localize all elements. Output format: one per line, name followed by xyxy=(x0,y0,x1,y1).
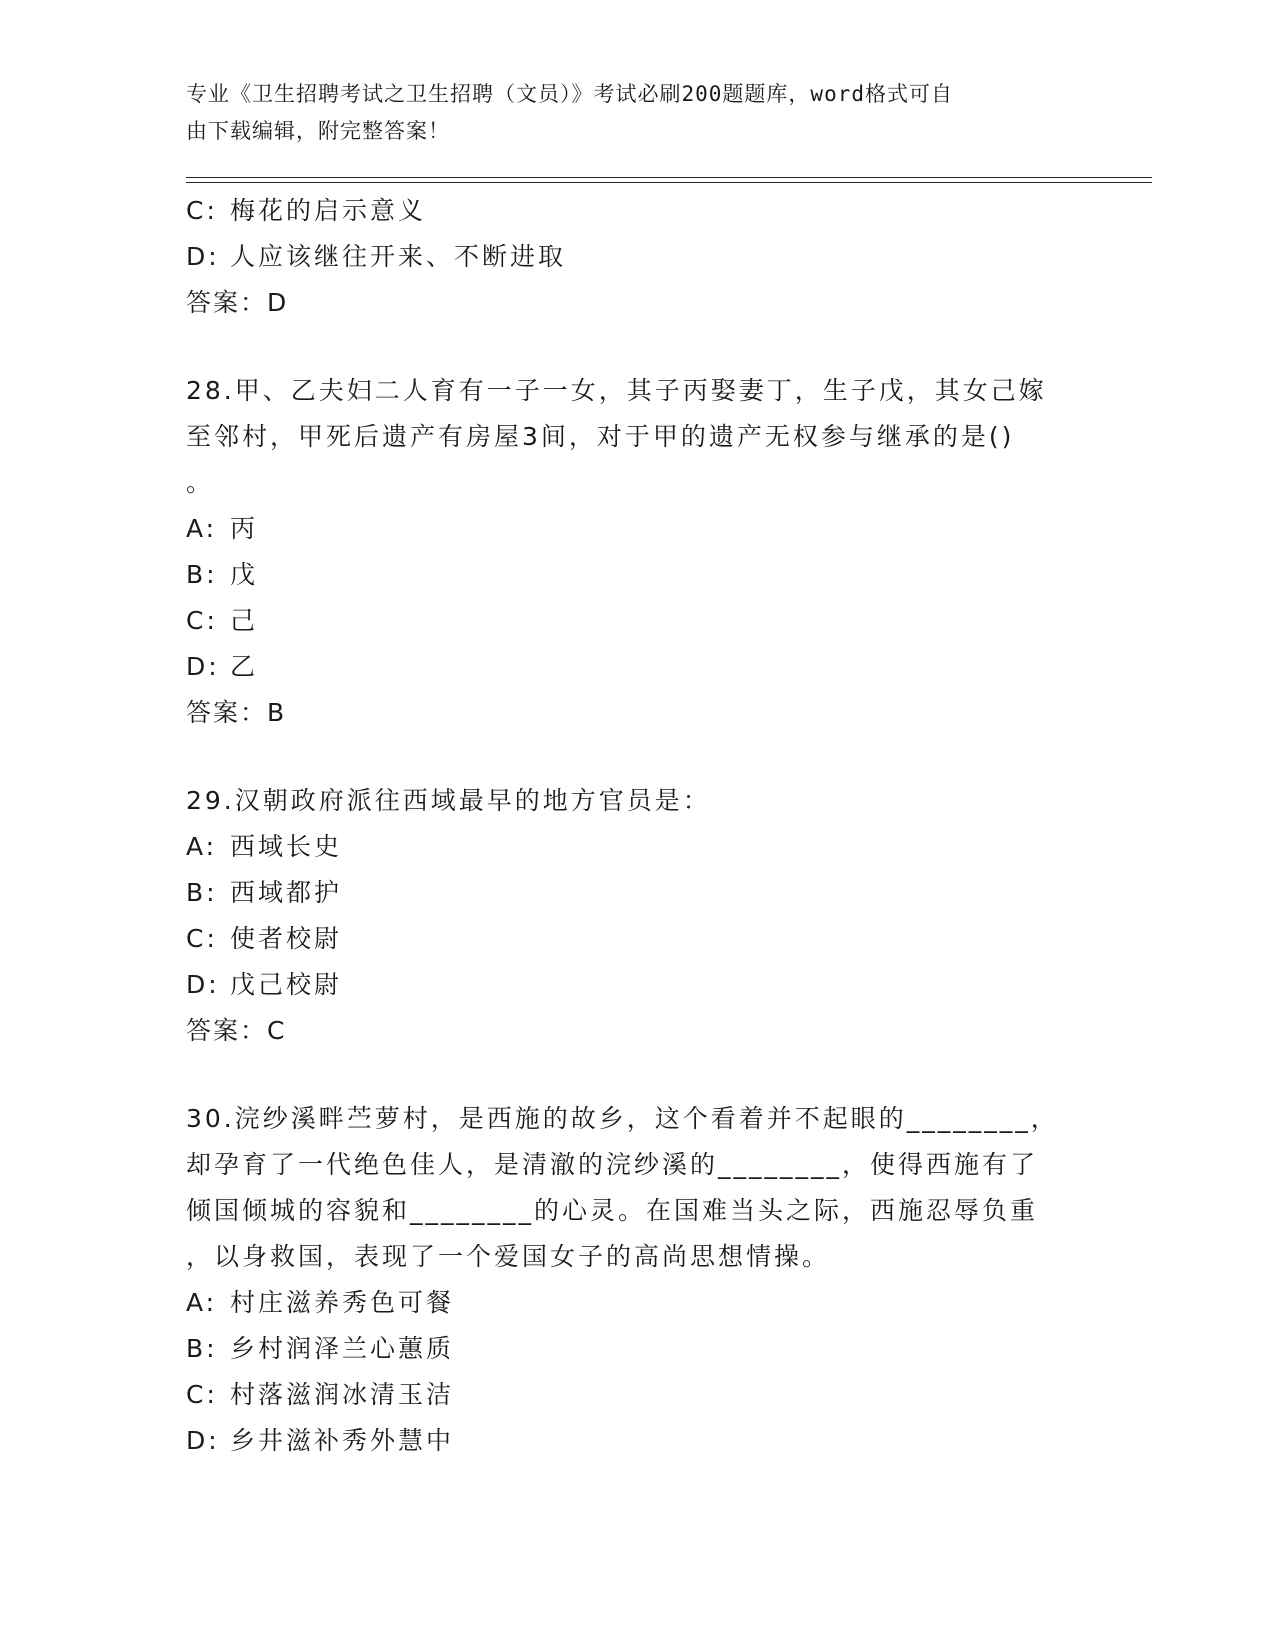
option-item xyxy=(186,916,1086,962)
option-text: 西域都护 xyxy=(230,878,343,907)
option-text: 戊 xyxy=(230,560,259,589)
option-item xyxy=(186,188,1086,234)
option-letter: D: xyxy=(186,652,220,681)
option-item xyxy=(186,962,1086,1008)
option-item xyxy=(186,234,1086,280)
question-content xyxy=(186,188,1086,1464)
option-letter: B: xyxy=(186,1334,218,1363)
option-text: 村庄滋养秀色可餐 xyxy=(230,1288,455,1317)
question-text-line: 至邻村，甲死后遗产有房屋3间，对于甲的遗产无权参与继承的是() xyxy=(186,422,1015,451)
option-text: 乡村润泽兰心蕙质 xyxy=(230,1334,455,1363)
option-letter: C: xyxy=(186,924,218,953)
question-block-29 xyxy=(186,778,1086,1054)
option-item xyxy=(186,870,1086,916)
document-header xyxy=(186,76,1066,150)
option-letter: D: xyxy=(186,242,220,271)
answer-line: 答案：D xyxy=(186,288,289,317)
option-item xyxy=(186,824,1086,870)
answer-line: 答案：B xyxy=(186,698,287,727)
option-text: 戊己校尉 xyxy=(230,970,343,999)
header-divider-top xyxy=(186,177,1152,178)
option-text: 西域长史 xyxy=(230,832,343,861)
question-text-line: 29.汉朝政府派往西域最早的地方官员是： xyxy=(186,786,711,815)
option-item xyxy=(186,598,1086,644)
option-letter: A: xyxy=(186,1288,218,1317)
question-text-line: 却孕育了一代绝色佳人，是清澈的浣纱溪的________，使得西施有了 xyxy=(186,1150,1039,1179)
question-text-line: 。 xyxy=(186,468,215,497)
option-text: 乙 xyxy=(230,652,259,681)
option-text: 梅花的启示意义 xyxy=(230,196,427,225)
header-line-1: 专业《卫生招聘考试之卫生招聘（文员）》考试必刷200题题库，word格式可自 xyxy=(186,82,953,106)
option-letter: D: xyxy=(186,970,220,999)
question-text-line: 28.甲、乙夫妇二人育有一子一女，其子丙娶妻丁，生子戊，其女己嫁 xyxy=(186,376,1047,405)
answer-line: 答案：C xyxy=(186,1016,287,1045)
option-letter: C: xyxy=(186,1380,218,1409)
option-letter: A: xyxy=(186,832,218,861)
header-line-2: 由下载编辑，附完整答案！ xyxy=(186,119,450,143)
option-letter: C: xyxy=(186,606,218,635)
option-letter: B: xyxy=(186,560,218,589)
option-text: 使者校尉 xyxy=(230,924,343,953)
header-divider-bottom xyxy=(186,182,1152,183)
option-item xyxy=(186,1326,1086,1372)
question-block-28 xyxy=(186,368,1086,736)
option-item xyxy=(186,1418,1086,1464)
option-item xyxy=(186,552,1086,598)
option-letter: C: xyxy=(186,196,218,225)
question-block-30 xyxy=(186,1096,1086,1464)
option-item xyxy=(186,1280,1086,1326)
question-text-line: 倾国倾城的容貌和________的心灵。在国难当头之际，西施忍辱负重 xyxy=(186,1196,1039,1225)
option-item xyxy=(186,1372,1086,1418)
question-text-line: 30.浣纱溪畔苎萝村，是西施的故乡，这个看着并不起眼的________， xyxy=(186,1104,1059,1133)
option-text: 丙 xyxy=(230,514,259,543)
option-letter: D: xyxy=(186,1426,220,1455)
previous-question-tail xyxy=(186,188,1086,326)
option-letter: B: xyxy=(186,878,218,907)
option-text: 村落滋润冰清玉洁 xyxy=(230,1380,455,1409)
option-item xyxy=(186,644,1086,690)
option-text: 己 xyxy=(230,606,259,635)
option-text: 乡井滋补秀外慧中 xyxy=(230,1426,455,1455)
question-text-line: ，以身救国，表现了一个爱国女子的高尚思想情操。 xyxy=(186,1242,831,1271)
option-letter: A: xyxy=(186,514,218,543)
option-text: 人应该继往开来、不断进取 xyxy=(230,242,567,271)
option-item xyxy=(186,506,1086,552)
